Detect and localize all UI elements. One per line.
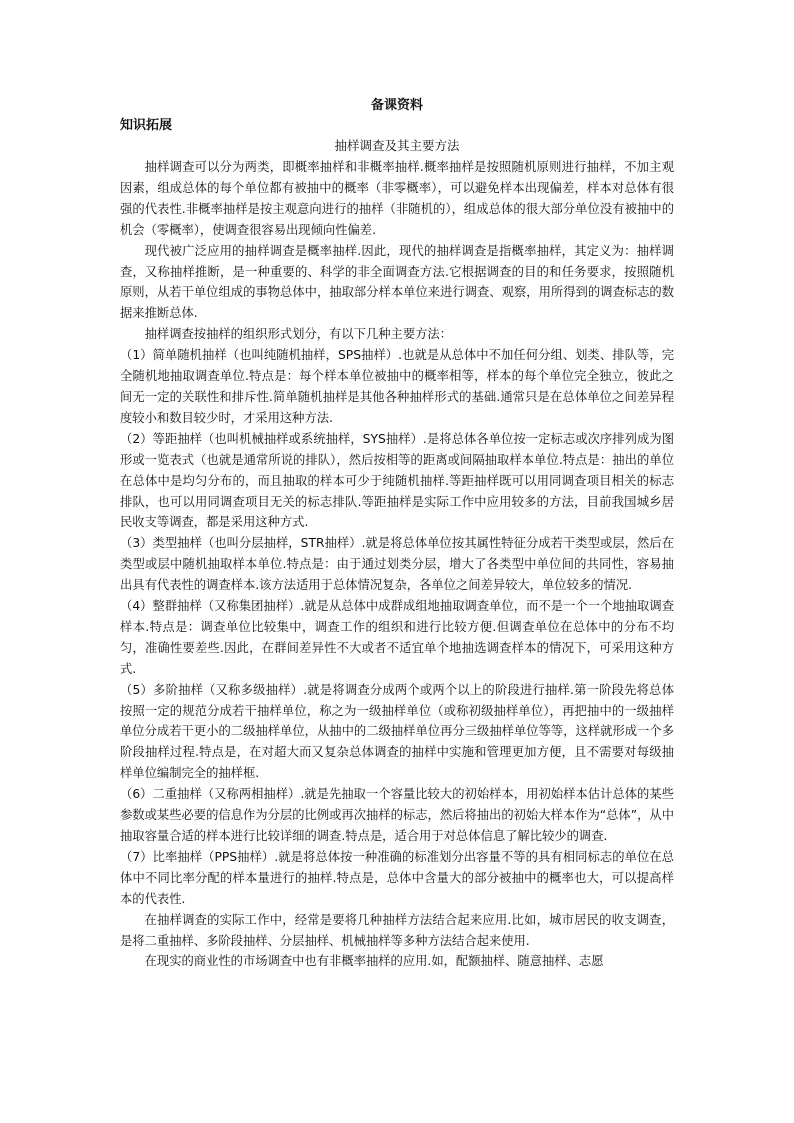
body-paragraph: （5）多阶抽样（又称多级抽样）.就是将调查分成两个或两个以上的阶段进行抽样.第一阶段先将总体按照一定的规范分成若干抽样单位，称之为一级抽样单位（或称初级抽样单位），再把抽中的一级抽样单位分成若干更小的二级抽样单位，从抽中的二级抽样单位再分三级抽样单位等等，这样就形成一个多阶段抽样过程.特点是，在对超大而又复杂总体调查的抽样中实施和管理更加方便，且不需要对每级抽样单位编制完全的抽样框. [120, 682, 674, 781]
article-subtitle: 抽样调查及其主要方法 [334, 138, 460, 153]
body-paragraph: 在抽样调查的实际工作中，经常是要将几种抽样方法结合起来应用.比如，城市居民的收支调查，是将二重抽样、多阶段抽样、分层抽样、机械抽样等多种方法结合起来使用. [120, 912, 674, 948]
document-body [120, 157, 674, 972]
body-paragraph: （6）二重抽样（又称两相抽样）.就是先抽取一个容量比较大的初始样本，用初始样本估计总体的某些参数或某些必要的信息作为分层的比例或再次抽样的标志，然后将抽出的初始大样本作为“总体”，从中抽取容量合适的样本进行比较详细的调查.特点是，适合用于对总体信息了解比较少的调查. [120, 787, 674, 843]
body-paragraph: （2）等距抽样（也叫机械抽样或系统抽样，SYS抽样）.是将总体各单位按一定标志或次序排列成为图形或一览表式（也就是通常所说的排队），然后按相等的距离或间隔抽取样本单位.特点是：抽出的单位在总体中是均匀分布的，而且抽取的样本可少于纯随机抽样.等距抽样既可以用同调查项目相关的标志排队，也可以用同调查项目无关的标志排队.等距抽样是实际工作中应用较多的方法，目前我国城乡居民收支等调查，都是采用这种方式. [120, 431, 674, 530]
body-paragraph: （7）比率抽样（PPS抽样）.就是将总体按一种准确的标准划分出容量不等的具有相同标志的单位在总体中不同比率分配的样本量进行的抽样.特点是，总体中含量大的部分被抽中的概率也大，可以提高样本的代表性. [120, 849, 674, 906]
section-heading: 知识拓展 [120, 118, 173, 133]
body-paragraph: （1）简单随机抽样（也叫纯随机抽样，SPS抽样）.也就是从总体中不加任何分组、划类、排队等，完全随机地抽取调查单位.特点是：每个样本单位被抽中的概率相等，样本的每个单位完全独立，彼此之间无一定的关联性和排斥性.简单随机抽样是其他各种抽样形式的基础.通常只是在总体单位之间差异程度较小和数目较少时，才采用这种方法. [120, 348, 674, 425]
body-paragraph: 抽样调查按抽样的组织形式划分，有以下几种主要方法： [144, 327, 453, 342]
body-paragraph: （4）整群抽样（又称集团抽样）.就是从总体中成群成组地抽取调查单位，而不是一个一个地抽取调查样本.特点是：调查单位比较集中，调查工作的组织和进行比较方便.但调查单位在总体中的分布不均匀，准确性要差些.因此，在群间差异性不大或者不适宜单个地抽选调查样本的情况下，可采用这种方式. [120, 599, 674, 676]
body-paragraph: 现代被广泛应用的抽样调查是概率抽样.因此，现代的抽样调查是指概率抽样，其定义为：抽样调查，又称抽样推断，是一种重要的、科学的非全面调查方法.它根据调查的目的和任务要求，按照随机原则，从若干单位组成的事物总体中，抽取部分样本单位来进行调查、观察，用所得到的调查标志的数据来推断总体. [120, 243, 674, 321]
body-paragraph: 抽样调查可以分为两类，即概率抽样和非概率抽样.概率抽样是按照随机原则进行抽样，不加主观因素，组成总体的每个单位都有被抽中的概率（非零概率），可以避免样本出现偏差，样本对总体有很强的代表性.非概率抽样是按主观意向进行的抽样（非随机的），组成总体的很大部分单位没有被抽中的机会（零概率），使调查很容易出现倾向性偏差. [120, 160, 674, 237]
document-title: 备课资料 [370, 98, 423, 113]
body-paragraph: 在现实的商业性的市场调查中也有非概率抽样的应用.如，配额抽样、随意抽样、志愿 [144, 954, 604, 969]
document-page [120, 96, 674, 972]
body-paragraph: （3）类型抽样（也叫分层抽样，STR抽样）.就是将总体单位按其属性特征分成若干类型或层，然后在类型或层中随机抽取样本单位.特点是：由于通过划类分层，增大了各类型中单位间的共同性，容易抽出具有代表性的调查样本.该方法适用于总体情况复杂，各单位之间差异较大，单位较多的情况. [120, 536, 674, 593]
